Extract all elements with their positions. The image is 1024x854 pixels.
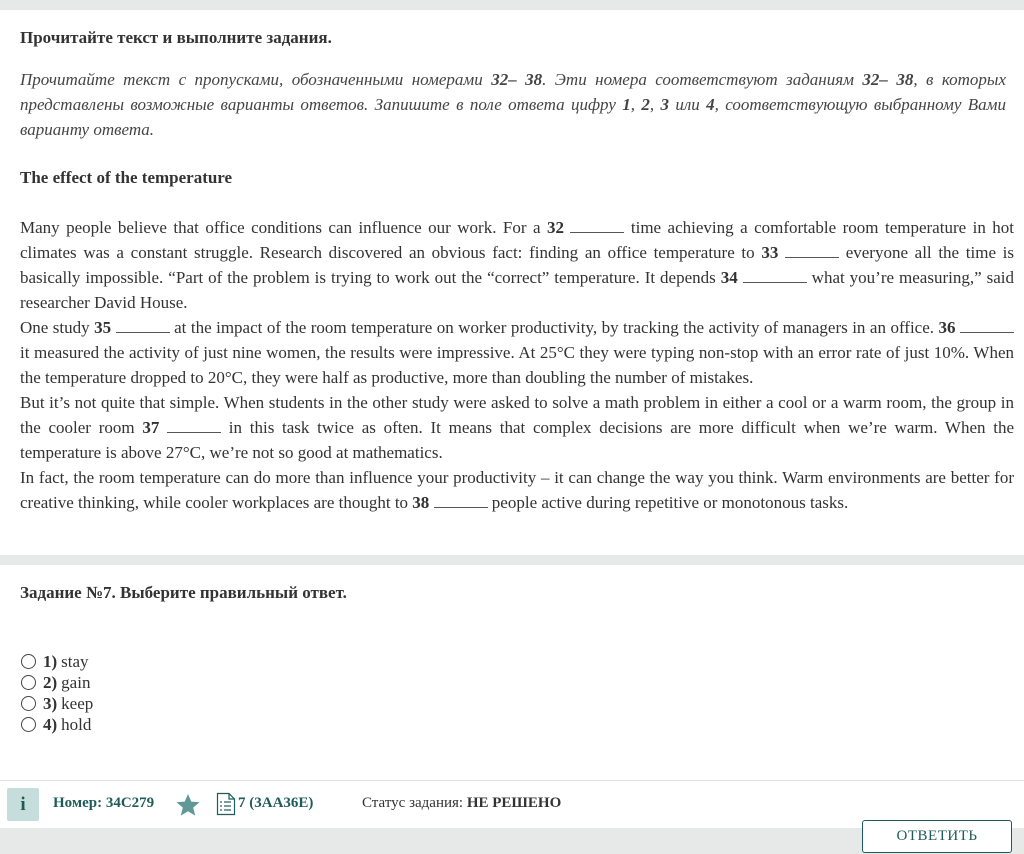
gap-32	[570, 217, 624, 233]
gap-37	[167, 417, 221, 433]
question-heading: Задание №7. Выберите правильный ответ.	[20, 583, 347, 602]
gap-33	[785, 242, 839, 258]
task-number: Номер: 34С279	[53, 795, 155, 811]
instruction-text: Прочитайте текст с пропусками, обозначенными номерами 32– 38. Эти номера соответствуют заданиям 32– 38, в которых представлены возможные варианты ответов. Запишите в поле ответа цифру 1, 2, 3 или 4, соответствующую выбранному Вами варианту ответа.	[20, 70, 1007, 139]
gap-number-34: 34	[720, 268, 738, 287]
gap-38	[434, 492, 488, 508]
text-task-heading: Прочитайте текст и выполните задания.	[20, 28, 332, 47]
radio-button[interactable]	[21, 654, 36, 669]
info-button[interactable]: i	[7, 788, 39, 821]
gap-number-38: 38	[412, 493, 430, 512]
gap-number-35: 35	[94, 318, 112, 337]
radio-button[interactable]	[21, 675, 36, 690]
gap-number-37: 37	[142, 418, 160, 437]
task-doc-link[interactable]: 7 (3AA36E)	[238, 795, 314, 811]
option-1[interactable]: 1) stay	[21, 651, 93, 672]
option-4[interactable]: 4) hold	[21, 714, 93, 735]
gap-number-32: 32	[546, 218, 564, 237]
text-card	[0, 10, 1024, 555]
radio-button[interactable]	[21, 696, 36, 711]
gap-number-33: 33	[761, 243, 779, 262]
paragraph-4: In fact, the room temperature can do more than influence your productivity – it can change the way you think. Warm environments are better for creative thinking, while cooler workplaces are thought to 38 people active during repetitive or monotonous tasks.	[20, 468, 1014, 512]
gap-number-36: 36	[938, 318, 956, 337]
gap-35	[116, 317, 170, 333]
option-2[interactable]: 2) gain	[21, 672, 93, 693]
task-status: Статус задания: НЕ РЕШЕНО	[362, 795, 562, 811]
text-title: The effect of the temperature	[20, 168, 233, 187]
gap-34	[743, 267, 807, 283]
answer-options	[21, 651, 93, 735]
document-icon	[216, 792, 236, 816]
paragraph-2: One study 35 at the impact of the room temperature on worker productivity, by tracking the activity of managers in an office. 36 it measured the activity of just nine women, the results were impressive. At 25°C they were typing non-stop with an error rate of just 10%. When the temperature dropped to 20°C, they were half as productive, more than doubling the number of mistakes.	[20, 318, 1014, 387]
status-value: НЕ РЕШЕНО	[466, 795, 562, 811]
paragraph-1: Many people believe that office conditions can influence our work. For a 32 time achieving a comfortable room temperature in hot climates was a constant struggle. Research discovered an obvious fact: finding an office temperature to 33 everyone all the time is basically impossible. “Part of the problem is trying to work out the “correct” temperature. It depends 34 what you’re measuring,” said researcher David House.	[20, 218, 1015, 312]
radio-button[interactable]	[21, 717, 36, 732]
option-3[interactable]: 3) keep	[21, 693, 93, 714]
answer-button[interactable]: ОТВЕТИТЬ	[862, 820, 1012, 853]
star-icon[interactable]	[175, 793, 201, 817]
gap-36	[960, 317, 1014, 333]
paragraph-3: But it’s not quite that simple. When students in the other study were asked to solve a math problem in either a cool or a warm room, the group in the cooler room 37 in this task twice as often. It means that complex decisions are more difficult when we’re warm. When the temperature is above 27°C, we’re not so good at mathematics.	[20, 393, 1015, 462]
